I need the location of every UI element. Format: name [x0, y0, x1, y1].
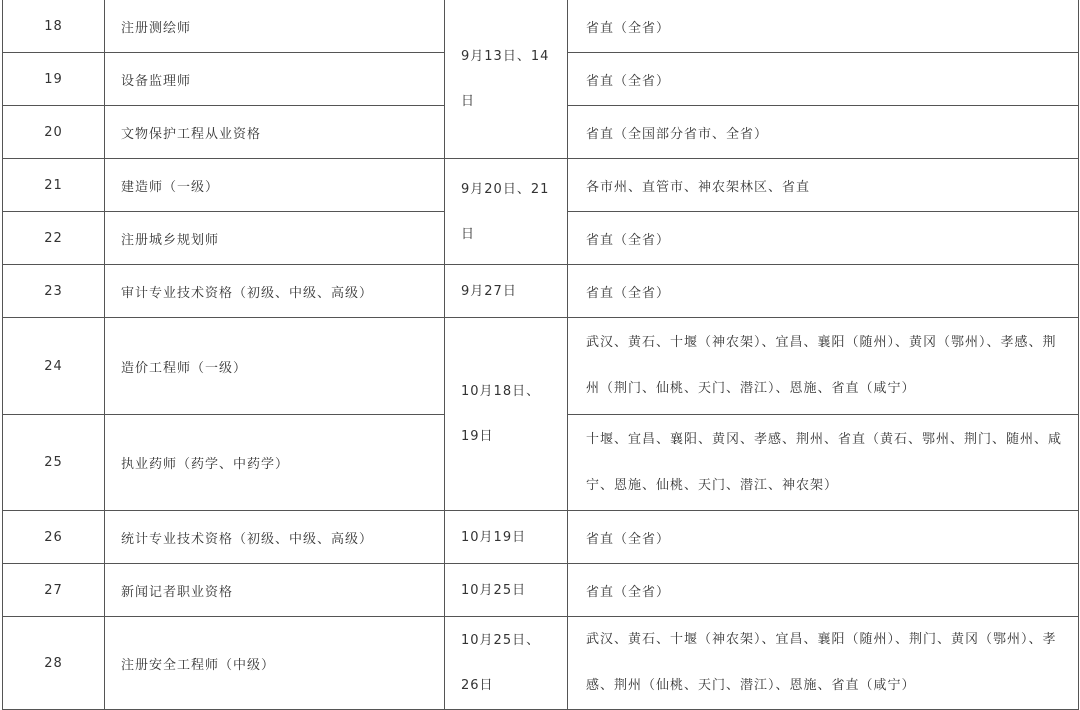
exam-name: 审计专业技术资格（初级、中级、高级）	[105, 265, 445, 318]
exam-date: 9月27日	[445, 265, 568, 318]
exam-name: 造价工程师（一级）	[105, 318, 445, 415]
exam-scope: 武汉、黄石、十堰（神农架）、宜昌、襄阳（随州）、荆门、黄冈（鄂州）、孝感、荆州（仙桃、天门、潜江）、恩施、省直（咸宁）	[568, 617, 1079, 710]
exam-scope: 各市州、直管市、神农架林区、省直	[568, 159, 1079, 212]
exam-name: 文物保护工程从业资格	[105, 106, 445, 159]
exam-name: 新闻记者职业资格	[105, 564, 445, 617]
table-row	[3, 617, 1079, 710]
row-number: 24	[3, 318, 105, 415]
row-number: 22	[3, 212, 105, 265]
table-row	[3, 564, 1079, 617]
exam-schedule-table	[2, 0, 1079, 710]
exam-date: 10月25日、26日	[445, 617, 568, 710]
exam-date: 10月19日	[445, 511, 568, 564]
row-number: 25	[3, 415, 105, 511]
table-row	[3, 0, 1079, 53]
exam-date: 10月18日、19日	[445, 318, 568, 511]
exam-name: 设备监理师	[105, 53, 445, 106]
exam-scope: 省直（全省）	[568, 265, 1079, 318]
exam-name: 注册安全工程师（中级）	[105, 617, 445, 710]
table-row	[3, 318, 1079, 415]
exam-date: 9月20日、21日	[445, 159, 568, 265]
row-number: 26	[3, 511, 105, 564]
exam-scope: 省直（全省）	[568, 53, 1079, 106]
exam-scope: 省直（全国部分省市、全省）	[568, 106, 1079, 159]
exam-scope: 省直（全省）	[568, 564, 1079, 617]
exam-name: 统计专业技术资格（初级、中级、高级）	[105, 511, 445, 564]
row-number: 27	[3, 564, 105, 617]
row-number: 20	[3, 106, 105, 159]
exam-scope: 省直（全省）	[568, 212, 1079, 265]
table-row	[3, 159, 1079, 212]
row-number: 21	[3, 159, 105, 212]
table-row	[3, 511, 1079, 564]
row-number: 19	[3, 53, 105, 106]
row-number: 23	[3, 265, 105, 318]
exam-name: 注册测绘师	[105, 0, 445, 53]
table-row	[3, 265, 1079, 318]
exam-scope: 省直（全省）	[568, 0, 1079, 53]
row-number: 18	[3, 0, 105, 53]
exam-name: 注册城乡规划师	[105, 212, 445, 265]
row-number: 28	[3, 617, 105, 710]
exam-scope: 省直（全省）	[568, 511, 1079, 564]
exam-name: 建造师（一级）	[105, 159, 445, 212]
exam-scope: 武汉、黄石、十堰（神农架）、宜昌、襄阳（随州）、黄冈（鄂州）、孝感、荆州（荆门、仙桃、天门、潜江）、恩施、省直（咸宁）	[568, 318, 1079, 415]
exam-date: 9月13日、14日	[445, 0, 568, 159]
exam-scope: 十堰、宜昌、襄阳、黄冈、孝感、荆州、省直（黄石、鄂州、荆门、随州、咸宁、恩施、仙桃、天门、潜江、神农架）	[568, 415, 1079, 511]
exam-name: 执业药师（药学、中药学）	[105, 415, 445, 511]
exam-date: 10月25日	[445, 564, 568, 617]
